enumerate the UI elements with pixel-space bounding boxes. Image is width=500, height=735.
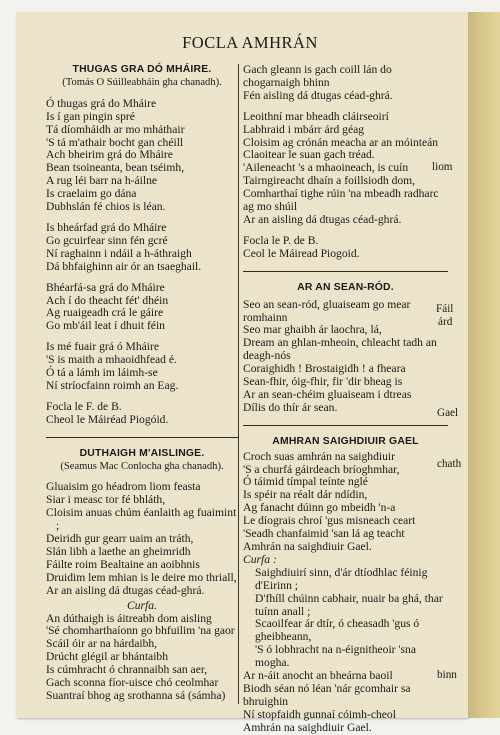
- verse-line: Comharthaí tighe rúin 'na mbeadh radharc ag mo shúil: [243, 187, 439, 214]
- verse-line: Bhéarfá-sa grá do Mháire: [46, 280, 165, 294]
- verse-line: Leoithní mar bheadh cláirseoirí: [243, 109, 389, 123]
- verse-line: Bean tsoineanta, bean tséimh,: [46, 161, 185, 175]
- verse-line: Amhrán na saighdiuir Gael.: [243, 540, 372, 553]
- verse-line: Ag ruaigeadh crá le gáire: [46, 306, 164, 320]
- chorus: [46, 613, 238, 703]
- verse-line: Is mé fuair grá ó Mháire: [46, 340, 159, 354]
- verse-line: Coraighidh ! Brostaigidh ! a fheara: [243, 362, 406, 376]
- stanza: [46, 341, 238, 393]
- page-edge: [468, 12, 500, 718]
- chorus-line: Amhrán na saighdiuir Gael.: [243, 720, 372, 734]
- song-footer: [243, 235, 448, 261]
- verse-line: Is spéir na réalt dár ndídin,: [243, 488, 368, 502]
- song-credit: (Seamus Mac Conlocha gha chanadh).: [60, 460, 224, 472]
- song-title: AR AN SEAN-RÓD.: [297, 281, 394, 293]
- chorus-line: 'S ó lobhracht na n-éignitheoir 'sna mogha.: [255, 643, 416, 670]
- music-credit: Ceol le Máiread Piogoid.: [243, 246, 360, 260]
- verse-line: 'Seadh chanfaimid 'san lá ag teacht: [243, 527, 405, 541]
- verse-line: Ar an sean-chéim gluaiseam i dtreas: [243, 387, 412, 401]
- chorus-line: Drúcht glégil ar bhántaibh: [46, 650, 169, 664]
- song-footer: [46, 401, 238, 427]
- verse-line: A rug léi barr na h-áilne: [46, 174, 158, 188]
- verse-line: Tá díomháidh ar mo mháthair: [46, 122, 185, 136]
- verse-line: Go gcuirfear sinn fén gcré: [46, 233, 168, 247]
- chorus-label: Curfa.: [127, 598, 157, 612]
- verse-line: Cloisim anuas chúm éanlaith ag fuaimint ;: [46, 506, 237, 533]
- section-rule: [46, 437, 238, 438]
- chorus-line: An dúthaigh is áitreabh dom aisling: [46, 611, 212, 625]
- chorus: [243, 567, 448, 670]
- verse-line: Is í gan pingin spré: [46, 109, 135, 123]
- margin-word: árd: [438, 316, 453, 328]
- chorus-label: Curfa :: [243, 552, 277, 566]
- verse-line: Croch suas amhrán na saighdiuir: [243, 449, 395, 463]
- verse-line: Gluaisim go héadrom liom feasta: [46, 480, 201, 494]
- verse-line: Slán libh a laethe an gheimridh: [46, 545, 191, 558]
- chorus-line: Saighdiuirí sinn, d'ár dtíodhlac féinig d'Eirinn ;: [255, 565, 428, 592]
- chorus-line: Ní stopfaidh gunnaí cóimh-cheol: [243, 707, 396, 721]
- stanza: [46, 98, 238, 214]
- lyrics-credit: Focla le F. de B.: [46, 399, 122, 413]
- verse-line: Go mb'áil leat í dhuit féin: [46, 319, 165, 333]
- verse-line: Labhraid i mbárr árd géag: [243, 122, 365, 136]
- song-title: AMHRAN SAIGHDIUIR GAEL: [272, 435, 419, 447]
- verse-line: 'S is maith a mhaoidhfead é.: [46, 353, 177, 367]
- verse-line: Fáilte roim Bealtaine an aoibhnis: [46, 557, 200, 571]
- verse-line: Deiridh gur gearr uaim an tráth,: [46, 532, 194, 546]
- verse-line: Siar i measc tor fé bhláth,: [46, 493, 166, 507]
- margin-word: binn: [437, 669, 457, 681]
- verse-line: Ar an aisling dá dtugas céad-ghrá.: [243, 212, 402, 226]
- section-rule: [243, 271, 448, 272]
- left-column: [46, 64, 238, 703]
- verse-line: Ach í do theacht fét' dhéin: [46, 293, 169, 307]
- verse-line: Dubhslán fé chios is léan.: [46, 200, 166, 214]
- margin-word: liom: [432, 161, 453, 173]
- verse-line: Le díograis chroí 'gus misneach ceart: [243, 514, 416, 528]
- chorus-line: Suantraí bhog ag srothanna sá (sámha): [46, 688, 226, 702]
- verse-line: Ó thugas grá do Mháire: [46, 96, 157, 110]
- stanza: [46, 282, 238, 334]
- verse-line: 'Aileneacht 's a mhaoineach, is cuín: [243, 161, 409, 175]
- stanza: [46, 222, 238, 274]
- verse-line: Ach bheirim grá do Mháire: [46, 148, 173, 162]
- verse-line: Is bheárfad grá do Mháire: [46, 220, 167, 234]
- verse-line: Ní stríocfainn roimh an Eag.: [46, 378, 179, 392]
- chorus-line: Scáil óir ar na hárdaibh,: [46, 637, 158, 651]
- song-title: DUTHAIGH M'AISLINGE.: [79, 447, 205, 459]
- stanza: [46, 481, 238, 597]
- verse-line: 'S a churfá gáirdeach bríoghmhar,: [243, 462, 400, 476]
- verse-line: Fén aisling dá dtugas céad-ghrá.: [243, 88, 393, 102]
- verse-line: Druidim lem mhian is le deire mo thriall,: [46, 570, 237, 584]
- chorus-continued: [243, 670, 448, 735]
- song-title: THUGAS GRA DÓ MHÁIRE.: [72, 64, 212, 75]
- verse-line: Ní raghainn i ndáil a h-áthraigh: [46, 246, 192, 260]
- music-credit: Cheol le Máiréad Piogóid.: [46, 412, 169, 426]
- verse-line: Dá bhfaighinn air ór an tsaeghail.: [46, 259, 202, 273]
- verse-line: Gach gleann is gach coill lán do chogarnaigh bhinn: [243, 63, 392, 89]
- verse-line: Dream an ghlan-mheoin, chleacht tadh an deagh-nós: [243, 336, 437, 363]
- margin-word: Gael: [437, 407, 459, 419]
- verse-line: Tairngireacht dhaín a foillsiodh dom,: [243, 174, 416, 188]
- column-divider: [238, 64, 239, 704]
- section-rule: [243, 425, 448, 426]
- stanza: [243, 451, 448, 554]
- stanza: [243, 111, 448, 227]
- verse-line: Cloisim ag crónán meacha ar an móinteán: [243, 135, 439, 149]
- verse-line: Ó tá a lámh im láimh-se: [46, 366, 158, 380]
- right-column: [243, 64, 448, 735]
- chorus-line: Scaoilfear ár dtír, ó cheasadh 'gus ó gheibheann,: [255, 617, 420, 644]
- chorus-line: 'Sé chomharthaíonn go bhfuilim 'na gaor: [46, 624, 235, 638]
- verse-line: Claoitear le suan gach tréad.: [243, 148, 375, 162]
- page-title: FOCLA AMHRÁN: [182, 33, 318, 52]
- verse-line: Ó táimid tímpal teínte nglé: [243, 475, 368, 489]
- stanza: [243, 299, 448, 415]
- verse-line: 'S tá m'athair bocht gan chéill: [46, 135, 184, 149]
- verse-line: Sean-fhir, óig-fhir, fir 'dir bheag is: [243, 375, 403, 389]
- chorus-line: Gach sconna fíor-uisce chó ceolmhar: [46, 676, 219, 690]
- verse-line: Is craelaim go dána: [46, 187, 137, 201]
- song-credit: (Tomás O Súilleabháin gha chanadh).: [62, 76, 222, 88]
- verse-line: Ag fanacht dúinn go mbeidh 'n-a: [243, 501, 396, 515]
- margin-word: chath: [437, 458, 462, 470]
- chorus-line: Ar n-áit anocht an bheárna baoil: [243, 669, 393, 683]
- verse-line: Seo an sean-ród, gluaiseam go mear romhainn: [243, 297, 411, 324]
- verse-line: Ar an aisling dá dtugas céad-ghrá.: [46, 583, 205, 597]
- verse-line: Seo mar ghaibh ár laochra, lá,: [243, 323, 382, 337]
- verse-line: Dílis do thír ár sean.: [243, 400, 338, 414]
- chorus-line: Is cúmhracht ó chrannaibh san aer,: [46, 663, 208, 677]
- lyrics-credit: Focla le P. de B.: [243, 233, 319, 247]
- chorus-line: D'fhíll chúinn cabhair, nuair ba ghá, thar tuínn anall ;: [255, 591, 443, 618]
- margin-word: Fáil: [436, 303, 454, 315]
- chorus-line: Biodh séan nó léan 'nár gcomhair sa bhruighin: [243, 681, 411, 708]
